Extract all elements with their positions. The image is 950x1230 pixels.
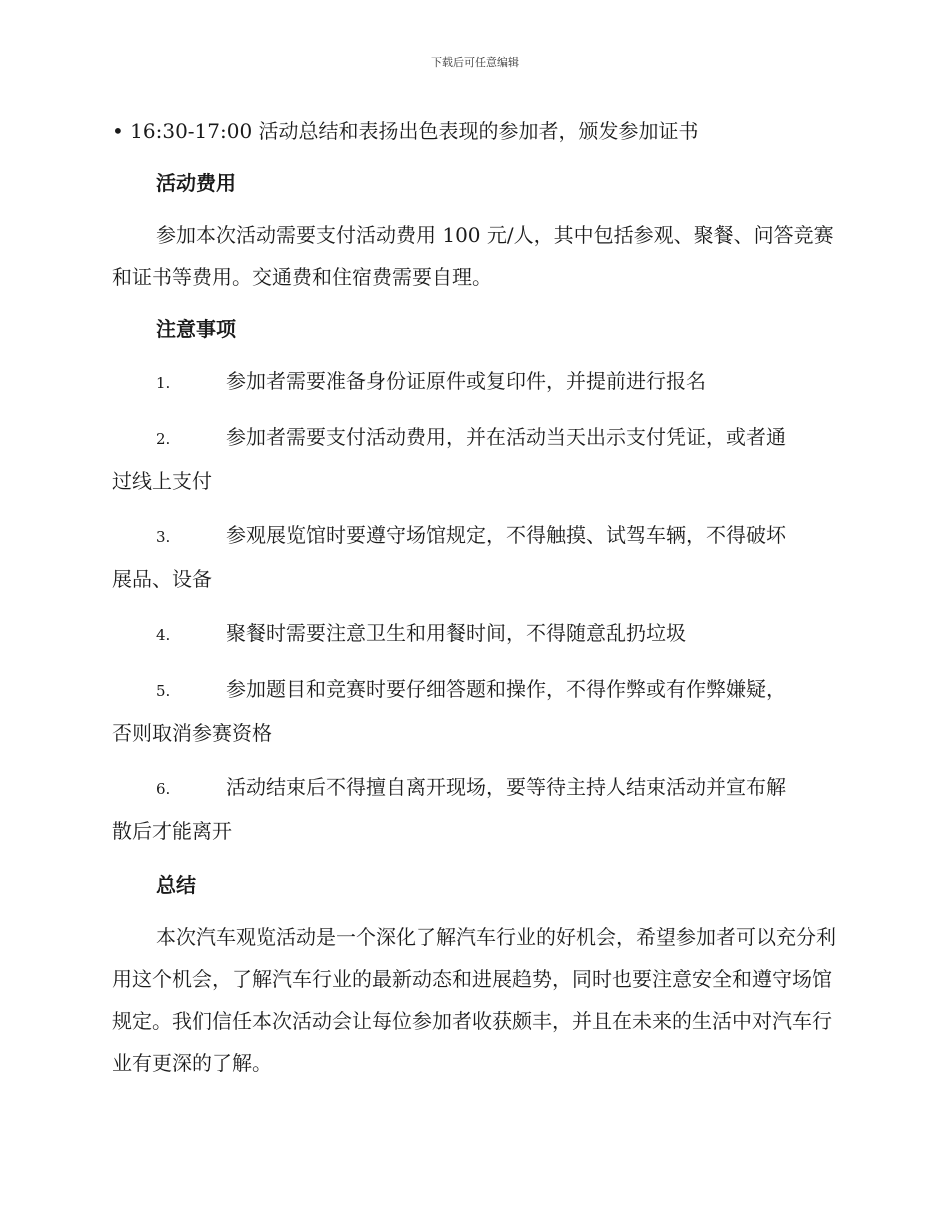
note-item-text: 参加者需要准备身份证原件或复印件，并提前进行报名	[226, 369, 706, 393]
fees-heading: 活动费用	[156, 171, 236, 195]
note-item-text: 参加题目和竞赛时要仔细答题和操作，不得作弊或有作弊嫌疑，	[226, 677, 786, 701]
note-item-6	[112, 766, 840, 852]
note-item-number: 1.	[156, 374, 171, 392]
note-item-text: 参观展览馆时要遵守场馆规定，不得触摸、试驾车辆，不得破坏	[226, 523, 786, 547]
note-item-1	[112, 360, 840, 404]
note-item-continuation: 过线上支付	[112, 469, 212, 493]
note-item-continuation: 展品、设备	[112, 567, 212, 591]
note-item-text: 聚餐时需要注意卫生和用餐时间，不得随意乱扔垃圾	[226, 621, 686, 645]
note-item-number: 5.	[156, 682, 171, 700]
note-item-continuation: 散后才能离开	[112, 819, 232, 843]
fees-paragraph: 参加本次活动需要支付活动费用 100 元/人，其中包括参观、聚餐、问答竞赛和证书等费用。交通费和住宿费需要自理。	[112, 223, 834, 289]
note-item-number: 6.	[156, 780, 171, 798]
note-item-5	[112, 668, 840, 754]
summary-paragraph: 本次汽车观览活动是一个深化了解汽车行业的好机会，希望参加者可以充分利用这个机会，了解汽车行业的最新动态和进展趋势，同时也要注意安全和遵守场馆规定。我们信任本次活动会让每位参加者收获颇丰，并且在未来的生活中对汽车行业有更深的了解。	[112, 925, 836, 1075]
summary-heading: 总结	[156, 873, 196, 897]
note-item-text: 活动结束后不得擅自离开现场，要等待主持人结束活动并宣布解	[226, 775, 786, 799]
notes-heading: 注意事项	[156, 317, 236, 341]
document-body	[112, 110, 840, 1094]
note-item-continuation: 否则取消参赛资格	[112, 721, 272, 745]
header-note: 下载后可任意编辑	[431, 56, 519, 69]
note-item-text: 参加者需要支付活动费用，并在活动当天出示支付凭证，或者通	[226, 425, 786, 449]
note-item-4	[112, 612, 840, 656]
note-item-number: 4.	[156, 626, 171, 644]
note-item-number: 2.	[156, 430, 171, 448]
note-item-number: 3.	[156, 528, 171, 546]
note-item-3	[112, 514, 840, 600]
schedule-line: • 16:30-17:00 活动总结和表扬出色表现的参加者，颁发参加证书	[112, 119, 699, 143]
note-item-2	[112, 416, 840, 502]
